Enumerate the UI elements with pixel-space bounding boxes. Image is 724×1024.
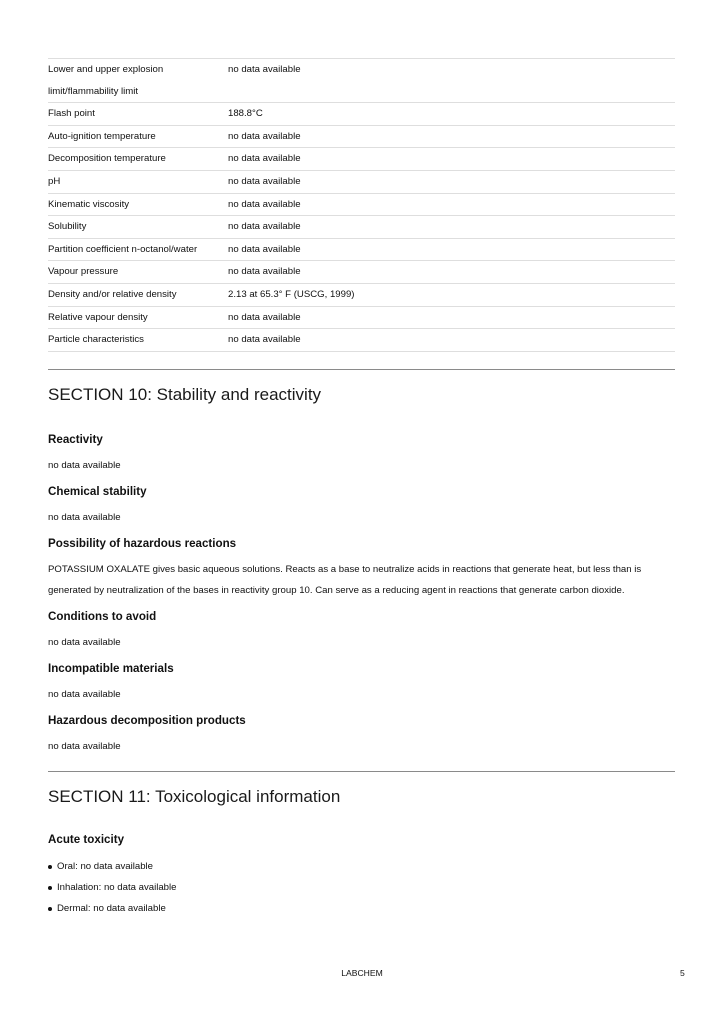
property-value <box>228 283 675 306</box>
section-divider <box>48 771 675 772</box>
property-label-line: Decomposition temperature <box>48 153 166 165</box>
property-label-line: pH <box>48 175 61 187</box>
property-value <box>228 329 675 352</box>
property-value <box>228 59 675 103</box>
property-label-line: Density and/or relative density <box>48 288 177 300</box>
property-label-line: Solubility <box>48 221 87 233</box>
reactivity-text: no data available <box>48 459 121 471</box>
property-label <box>48 170 228 193</box>
list-item: Oral: no data available <box>48 856 675 877</box>
property-value <box>228 306 675 329</box>
property-value <box>228 103 675 126</box>
property-value-text: no data available <box>228 64 301 75</box>
property-row <box>48 306 675 329</box>
property-label-line: Auto-ignition temperature <box>48 130 156 142</box>
property-value-text: no data available <box>228 266 301 278</box>
property-value-text: no data available <box>228 153 301 165</box>
property-value <box>228 148 675 171</box>
hazardous-reactions-heading: Possibility of hazardous reactions <box>48 536 237 550</box>
property-value-text: no data available <box>228 175 301 187</box>
property-label-line: Kinematic viscosity <box>48 198 130 210</box>
property-label-line: limit/flammability limit <box>48 85 139 97</box>
property-row <box>48 170 675 193</box>
hazardous-reactions-line-2: generated by neutralization of the bases in reactivity group 10. Can serve as a reducing agent in reactions that generate carbon dioxide. <box>48 584 625 596</box>
hazardous-decomposition-heading: Hazardous decomposition products <box>48 713 246 727</box>
property-label <box>48 193 228 216</box>
page-number: 5 <box>680 968 685 978</box>
conditions-to-avoid-text: no data available <box>48 636 121 648</box>
property-row <box>48 216 675 239</box>
property-row <box>48 238 675 261</box>
property-row <box>48 283 675 306</box>
property-value <box>228 125 675 148</box>
property-label <box>48 148 228 171</box>
hazardous-reactions-text <box>48 559 675 601</box>
property-value-text: no data available <box>228 221 301 233</box>
acute-toxicity-list <box>48 856 675 919</box>
hazardous-reactions-line-1: POTASSIUM OXALATE gives basic aqueous solutions. Reacts as a base to neutralize acids in reactions that generate heat, but less than is <box>48 563 642 575</box>
property-value-text: no data available <box>228 334 301 346</box>
property-value <box>228 216 675 239</box>
property-value-text: no data available <box>228 243 301 255</box>
section-divider <box>48 369 675 370</box>
property-value <box>228 261 675 284</box>
reactivity-heading: Reactivity <box>48 432 103 446</box>
section-11-title: SECTION 11: Toxicological information <box>48 786 341 806</box>
property-label-line: Flash point <box>48 108 95 120</box>
section-10-title: SECTION 10: Stability and reactivity <box>48 384 322 404</box>
property-label-line: Partition coefficient n-octanol/water <box>48 243 198 255</box>
property-value-text: 188.8°C <box>228 108 263 120</box>
property-label <box>48 59 228 103</box>
property-row <box>48 103 675 126</box>
property-row <box>48 329 675 352</box>
property-label <box>48 306 228 329</box>
property-label-line: Relative vapour density <box>48 311 148 323</box>
list-item: Dermal: no data available <box>48 898 675 919</box>
document-page <box>48 58 675 919</box>
property-label-line: Vapour pressure <box>48 266 119 278</box>
chemical-stability-text: no data available <box>48 511 121 523</box>
property-label <box>48 216 228 239</box>
property-row <box>48 261 675 284</box>
property-value <box>228 238 675 261</box>
list-item: Inhalation: no data available <box>48 877 675 898</box>
property-value-text: 2.13 at 65.3° F (USCG, 1999) <box>228 288 355 300</box>
chemical-stability-heading: Chemical stability <box>48 484 147 498</box>
property-label <box>48 283 228 306</box>
property-row <box>48 125 675 148</box>
property-label <box>48 125 228 148</box>
property-row <box>48 59 675 103</box>
property-value-text: no data available <box>228 198 301 210</box>
incompatible-materials-text: no data available <box>48 688 121 700</box>
property-label-line: Lower and upper explosion <box>48 64 164 75</box>
property-value-text: no data available <box>228 311 301 323</box>
property-row <box>48 148 675 171</box>
incompatible-materials-heading: Incompatible materials <box>48 661 174 675</box>
property-value <box>228 170 675 193</box>
property-label <box>48 261 228 284</box>
conditions-to-avoid-heading: Conditions to avoid <box>48 609 157 623</box>
footer-company: LABCHEM <box>341 968 383 978</box>
property-label <box>48 238 228 261</box>
property-label-line: Particle characteristics <box>48 334 144 346</box>
property-value <box>228 193 675 216</box>
property-label <box>48 329 228 352</box>
properties-table <box>48 58 675 352</box>
property-row <box>48 193 675 216</box>
acute-toxicity-heading: Acute toxicity <box>48 832 125 846</box>
property-value-text: no data available <box>228 130 301 142</box>
hazardous-decomposition-text: no data available <box>48 740 121 752</box>
property-label <box>48 103 228 126</box>
